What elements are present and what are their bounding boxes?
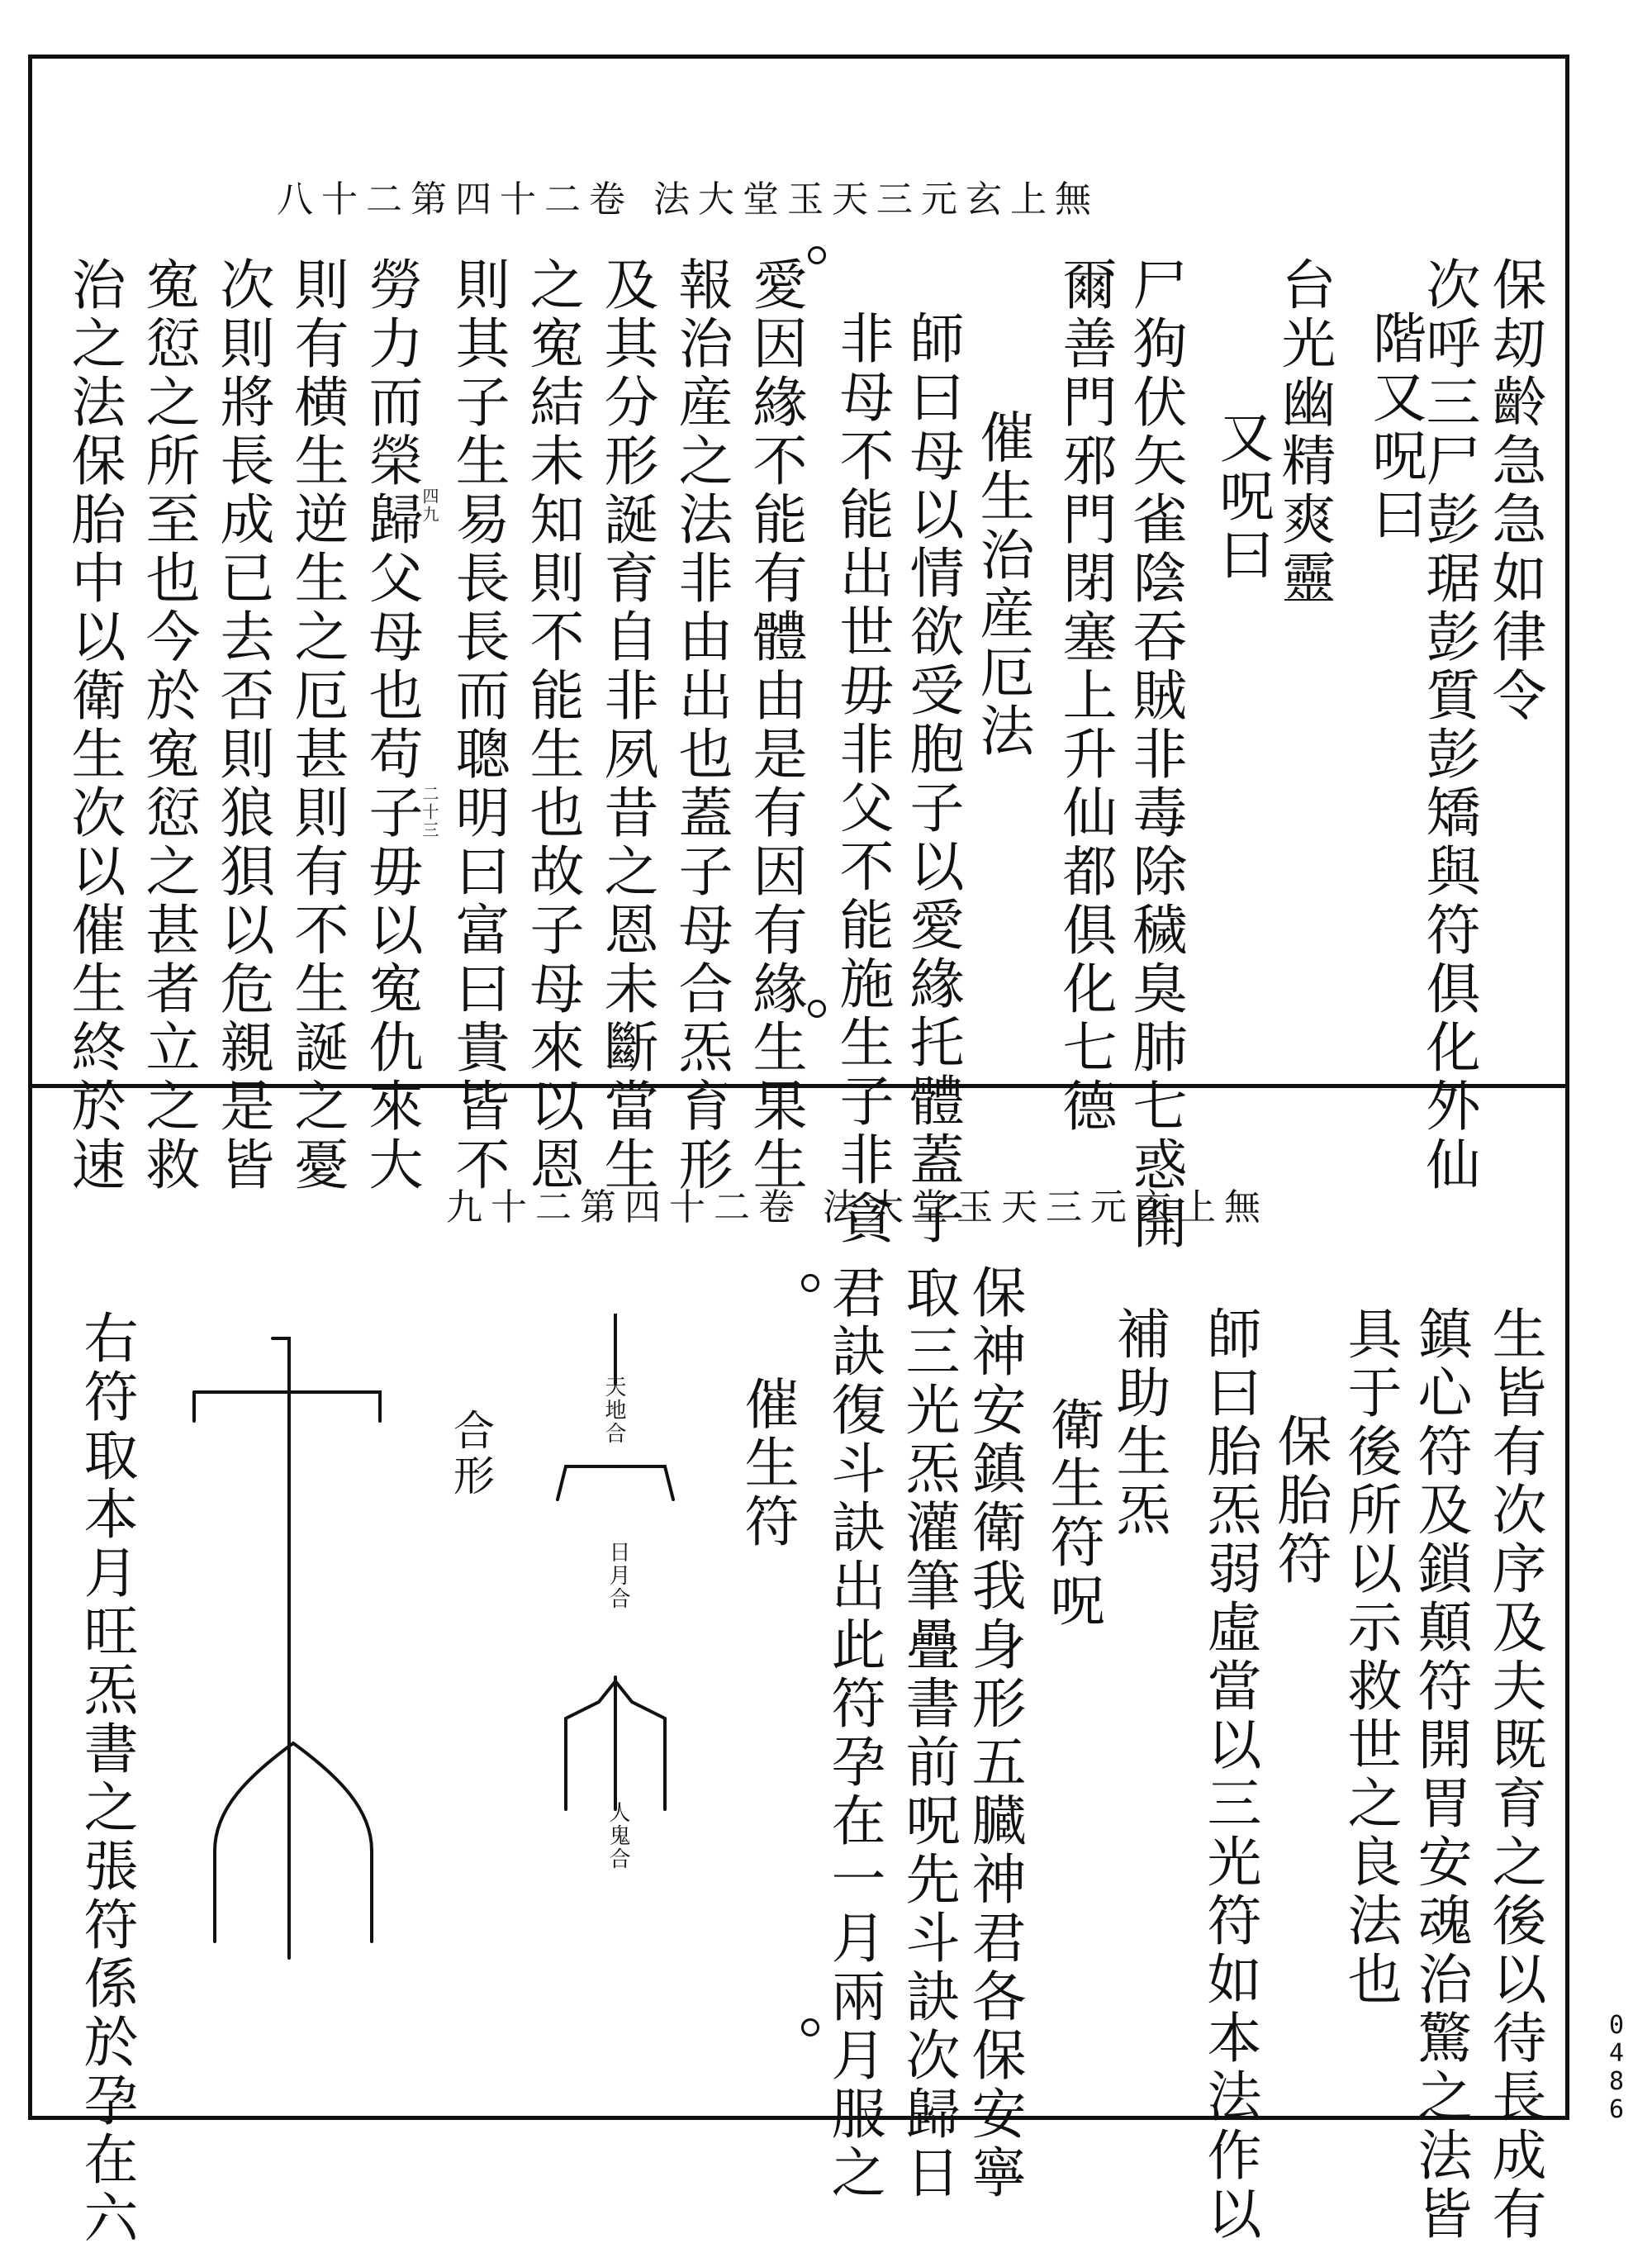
- upper-column-20: 治之法保胎中以衛生次以催生終於速: [62, 256, 126, 1195]
- page-number-digit: 8: [1608, 2067, 1625, 2096]
- binding-hole: [801, 1274, 819, 1292]
- binding-hole: [801, 2018, 819, 2037]
- page-number-digit: 4: [1608, 2039, 1625, 2068]
- talisman-drawing: [149, 1314, 677, 1991]
- upper-column-18: 次則將長成已去否則狼狽以危親是皆: [211, 256, 274, 1195]
- lower-column-2: 鎮心符及鎖顛符開胃安魂治驚之法皆: [1408, 1305, 1472, 2244]
- upper-column-4: 台光幽精爽靈: [1272, 256, 1336, 608]
- binding-hole: [808, 246, 826, 264]
- upper-column-17: 則有横生逆生之厄甚則有不生誕之憂: [285, 256, 349, 1195]
- lower-page-header: 九十二第四十二卷 法大堂玉天三元玄上無: [446, 1186, 1269, 1229]
- lower-column-11: 催生符: [735, 1376, 799, 1552]
- talisman-label: 人鬼合: [605, 1801, 630, 1870]
- upper-column-9: 師曰母以情欲受胞子以愛緣托體蓋子: [900, 310, 964, 1248]
- lower-column-8: 保神安鎮衛我身形五臓神君各保安寧: [962, 1264, 1026, 2203]
- lower-column-10: 君訣復斗訣出此符孕在一月兩月服之: [822, 1264, 885, 2203]
- upper-column-8: 催生治産厄法: [971, 409, 1034, 761]
- talisman-label: 天地合: [601, 1376, 626, 1445]
- lower-column-6: 補助生炁: [1107, 1305, 1170, 1540]
- lower-column-5: 師曰胎炁弱虛當以三光符如本法作以: [1198, 1305, 1261, 2244]
- upper-column-15: 則其子生易長長而聰明曰富曰貴皆不: [446, 256, 510, 1195]
- upper-column-16: 勞力而榮歸父母也苟子毋以寃仇來大: [359, 256, 423, 1195]
- upper-column-6: 尸狗伏矢雀陰吞賊非毒除穢臭肺七惑開: [1123, 256, 1187, 1253]
- upper-column-19: 寃愆之所至也今於寃愆之甚者立之救: [136, 256, 200, 1195]
- lower-column-9: 取三光炁灌筆疊書前呪先斗訣次歸日: [896, 1264, 960, 2203]
- page-number-digit: 6: [1608, 2095, 1625, 2124]
- upper-column-13: 及其分形誕育自非夙昔之恩未斷當生: [595, 256, 658, 1195]
- lower-column-7: 衛生符呪: [1041, 1396, 1104, 1631]
- upper-column-10: 非母不能出世毋非父不能施生子非貪: [830, 310, 894, 1248]
- binding-hole: [808, 1000, 826, 1018]
- upper-column-3: 階又呪曰: [1363, 310, 1427, 544]
- lower-column-12: 合形: [447, 1409, 495, 1499]
- page-number-digit: 0: [1608, 2011, 1625, 2040]
- talisman-label: 日月合: [605, 1541, 630, 1610]
- upper-column-5: 又呪曰: [1210, 409, 1274, 585]
- upper-column-11: 愛因緣不能有體由是有因有緣生果生: [743, 256, 807, 1195]
- upper-page-header: 八十二第四十二卷 法大堂玉天三元玄上無: [277, 178, 1099, 221]
- upper-column-12: 報治産之法非由出也蓋子母合炁育形: [669, 256, 733, 1195]
- upper-column-7: 爾善門邪門閉塞上升仙都俱化七德: [1053, 256, 1117, 1136]
- lower-column-13: 右符取本月旺炁書之張符係於孕在六: [74, 1309, 138, 2248]
- upper-margin-note-1: 四九: [420, 487, 439, 524]
- page-number: [1604, 2012, 1629, 2124]
- upper-column-2: 次呼三尸彭琚彭質彭矯與符俱化外仙: [1417, 256, 1480, 1195]
- lower-column-3: 具于後所以示救世之良法也: [1338, 1305, 1402, 2009]
- lower-column-4: 保胎符: [1268, 1413, 1332, 1589]
- upper-column-1: 保刧齡急急如律令: [1483, 256, 1546, 725]
- upper-margin-note-2: 二十三: [420, 785, 439, 839]
- lower-column-1: 生皆有次序及夫既育之後以待長成有: [1483, 1305, 1546, 2244]
- upper-column-14: 之寃結未知則不能生也故子母來以恩: [520, 256, 584, 1195]
